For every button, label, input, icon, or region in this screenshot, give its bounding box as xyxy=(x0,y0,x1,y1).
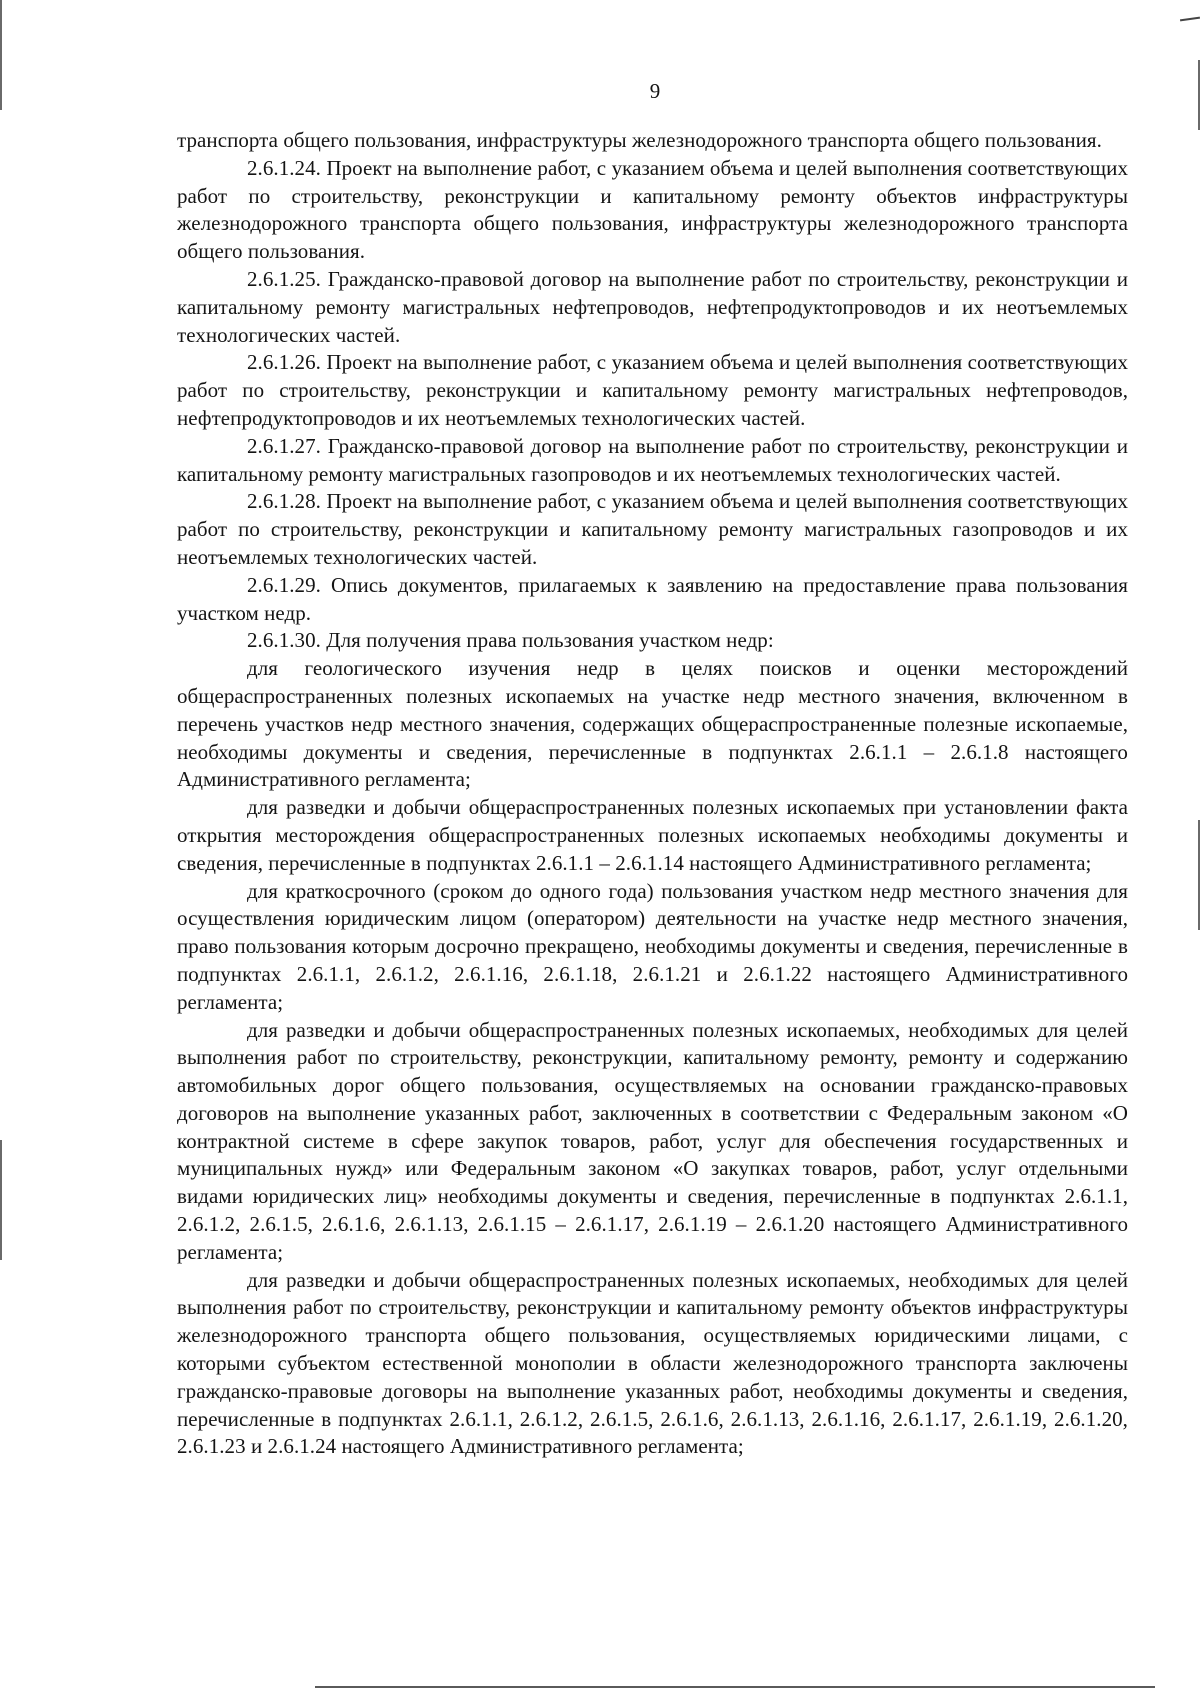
paragraph: 2.6.1.25. Гражданско-правовой договор на выполнение работ по строительству, реконструкции и капитальному ремонту магистральных нефтепроводов, нефтепродуктопроводов и их неотъемлемых технологических частей. xyxy=(177,266,1128,347)
paragraph: для геологического изучения недр в целях поисков и оценки месторождений общераспространенных полезных ископаемых на участке недр местного значения, включенном в перечень участков недр местного значения, содержащих общераспространенные полезные ископаемые, необходимы документы и сведения, перечисленные в подпунктах 2.6.1.1 – 2.6.1.8 настоящего Административного регламента; xyxy=(177,656,1128,792)
page-number: 9 xyxy=(649,79,661,103)
paragraph: для краткосрочного (сроком до одного года) пользования участком недр местного значения для осуществления юридическим лицом (оператором) деятельности на участке недр местного значения, право пользования которым досрочно прекращено, необходимы документы и сведения, перечисленные в подпунктах 2.6.1.1, 2.6.1.2, 2.6.1.16, 2.6.1.18, 2.6.1.21 и 2.6.1.22 настоящего Административного регламента; xyxy=(177,878,1128,1014)
scan-edge-mark xyxy=(0,1140,2,1260)
paragraph: 2.6.1.26. Проект на выполнение работ, с указанием объема и целей выполнения соответствующих работ по строительству, реконструкции и капитальному ремонту магистральных нефтепроводов, нефтепродуктопроводов и их неотъемлемых технологических частей. xyxy=(177,350,1128,430)
paragraph: транспорта общего пользования, инфраструктуры железнодорожного транспорта общего пользования. xyxy=(177,128,1102,152)
document-body xyxy=(177,127,1128,1461)
bottom-rule xyxy=(315,1686,1155,1688)
paragraph: 2.6.1.28. Проект на выполнение работ, с указанием объема и целей выполнения соответствующих работ по строительству, реконструкции и капитальному ремонту магистральных газопроводов и их неотъемлемых технологических частей. xyxy=(177,489,1128,569)
paragraph: 2.6.1.29. Опись документов, прилагаемых к заявлению на предоставление права пользования участком недр. xyxy=(177,572,1128,625)
paragraph: 2.6.1.24. Проект на выполнение работ, с указанием объема и целей выполнения соответствующих работ по строительству, реконструкции и капитальному ремонту объектов инфраструктуры железнодорожного транспорта общего пользования, инфраструктуры железнодорожного транспорта общего пользования. xyxy=(177,155,1128,264)
paragraph: 2.6.1.30. Для получения права пользования участком недр: xyxy=(247,628,774,653)
paragraph: 2.6.1.27. Гражданско-правовой договор на выполнение работ по строительству, реконструкции и капитальному ремонту магистральных газопроводов и их неотъемлемых технологических частей. xyxy=(177,433,1128,486)
paragraph: для разведки и добычи общераспространенных полезных ископаемых при установлении факта открытия месторождения общераспространенных полезных ископаемых необходимы документы и сведения, перечисленные в подпунктах 2.6.1.1 – 2.6.1.14 настоящего Административного регламента; xyxy=(177,795,1128,875)
scan-corner-mark xyxy=(1180,17,1200,22)
paragraph: для разведки и добычи общераспространенных полезных ископаемых, необходимых для целей выполнения работ по строительству, реконструкции и капитальному ремонту объектов инфраструктуры железнодорожного транспорта общего пользования, осуществляемых юридическими лицами, с которыми субъектом естественной монополии в области железнодорожного транспорта заключены гражданско-правовые договоры на выполнение указанных работ, необходимы документы и сведения, перечисленные в подпунктах 2.6.1.1, 2.6.1.2, 2.6.1.5, 2.6.1.6, 2.6.1.13, 2.6.1.16, 2.6.1.17, 2.6.1.19, 2.6.1.20, 2.6.1.23 и 2.6.1.24 настоящего Административного регламента; xyxy=(177,1267,1128,1459)
paragraph: для разведки и добычи общераспространенных полезных ископаемых, необходимых для целей выполнения работ по строительству, реконструкции, капитальному ремонту, ремонту и содержанию автомобильных дорог общего пользования, осуществляемых на основании гражданско-правовых договоров на выполнение указанных работ, заключенных в соответствии с Федеральным законом «О контрактной системе в сфере закупок товаров, работ, услуг для обеспечения государственных и муниципальных нужд» или Федеральным законом «О закупках товаров, работ, услуг отдельными видами юридических лиц» необходимы документы и сведения, перечисленные в подпунктах 2.6.1.1, 2.6.1.2, 2.6.1.5, 2.6.1.6, 2.6.1.13, 2.6.1.15 – 2.6.1.17, 2.6.1.19 – 2.6.1.20 настоящего Административного регламента; xyxy=(177,1017,1128,1264)
